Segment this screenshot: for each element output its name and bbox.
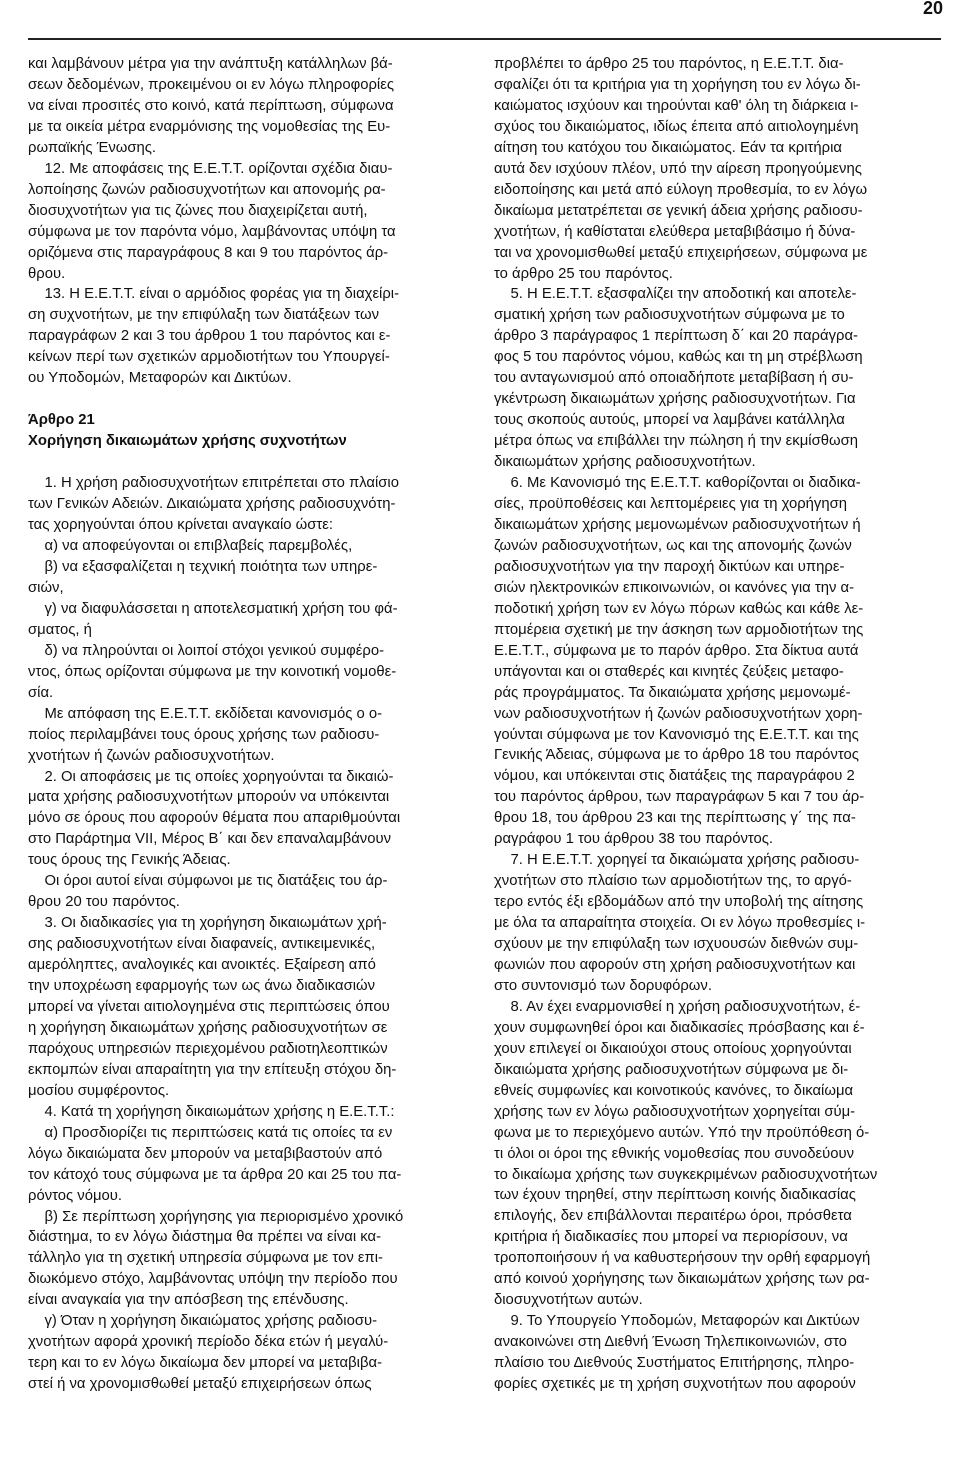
left-column-text-after (28, 473, 475, 1395)
text-line: καιώματος ισχύουν και τηρούνται καθ' όλη τη διάρκεια ι- (494, 97, 859, 114)
text-line: 8. Αν έχει εναρμονισθεί η χρήση ραδιοσυχνοτήτων, έ- (494, 998, 861, 1015)
text-line: προβλέπει το άρθρο 25 του παρόντος, η Ε.Ε.Τ.Τ. δια- (494, 56, 844, 72)
text-line: το δικαίωμα χρήσης των συγκεκριμένων ραδιοσυχνοτήτων (494, 1166, 878, 1183)
text-line: αυτά δεν ισχύουν πλέον, υπό την αίρεση προηγούμενης (494, 160, 862, 177)
text-line: το άρθρο 25 του παρόντος. (494, 265, 673, 282)
text-line: 13. Η Ε.Ε.Τ.Τ. είναι ο αρμόδιος φορέας για τη διαχείρι- (28, 286, 400, 303)
text-line: ειδοποίησης και μετά από εύλογη προθεσμία, το εν λόγω (494, 181, 868, 198)
text-line: σχύος του δικαιώματος, ιδίως έπειτα από αιτιολογημένη (494, 118, 859, 135)
text-line: φωνα με το περιεχόμενο αυτών. Υπό την προϋπόθεση ό- (494, 1124, 870, 1141)
text-line: τας χορηγούνται όπου κρίνεται αναγκαίο ώστε: (28, 517, 334, 534)
text-line: μόνο σε όρους που αφορούν θέματα που απαριθμούνται (28, 810, 401, 827)
text-line: Με απόφαση της Ε.Ε.Τ.Τ. εκδίδεται κανονισμός ο ο- (28, 705, 383, 722)
text-line: σία. (28, 684, 54, 701)
text-line: χουν συμφωνηθεί όροι και διαδικασίες πρόσβασης και έ- (494, 1019, 865, 1036)
text-line: εκπομπών είναι απαραίτητη για την επίτευξη στόχου δη- (28, 1061, 397, 1078)
text-line: φος 5 του παρόντος νόμου, καθώς και τη μη στρέβλωση (494, 349, 863, 366)
text-line: ραγράφου 1 του άρθρου 38 του παρόντος. (494, 831, 774, 848)
text-line: κείνων περί των σχετικών αρμοδιοτήτων του Υπουργεί- (28, 349, 390, 366)
text-line: 7. Η Ε.Ε.Τ.Τ. χορηγεί τα δικαιώματα χρήσης ραδιοσυ- (494, 852, 860, 869)
text-line: ρόντος νόμου. (28, 1187, 123, 1204)
text-line: 2. Οι αποφάσεις με τις οποίες χορηγούνται τα δικαιώ- (28, 768, 394, 785)
text-line: διωκόμενο στόχο, λαμβάνοντας υπόψη την περίοδο που (28, 1271, 398, 1288)
text-line: χνοτήτων ή ζωνών ραδιοσυχνοτήτων. (28, 747, 275, 764)
text-line: σματική χρήση των ραδιοσυχνοτήτων σύμφωνα με το (494, 307, 845, 324)
spacer (28, 452, 475, 473)
text-line: χνοτήτων αφορά χρονική περίοδο δέκα ετών ή μεγαλύ- (28, 1334, 389, 1351)
text-line: η χορήγηση δικαιωμάτων χρήσης ραδιοσυχνοτήτων σε (28, 1019, 388, 1036)
text-line: 3. Οι διαδικασίες για τη χορήγηση δικαιωμάτων χρή- (28, 915, 387, 932)
text-line: ρωπαϊκής Ένωσης. (28, 139, 157, 156)
text-line: σιών, (28, 579, 64, 596)
text-line: τους σκοπούς αυτούς, μπορεί να λαμβάνει κατάλληλα (494, 412, 845, 429)
text-line: δ) να πληρούνται οι λοιποί στόχοι γενικού συμφέρο- (28, 642, 385, 659)
text-line: τερο εντός έξι εβδομάδων από την υποβολή της αίτησης (494, 894, 864, 911)
text-line: 6. Με Κανονισμό της Ε.Ε.Τ.Τ. καθορίζονται οι διαδικα- (494, 475, 861, 492)
text-line: διάστημα, το εν λόγω διάστημα θα πρέπει να είναι κα- (28, 1229, 382, 1246)
text-line: Ε.Ε.Τ.Τ., σύμφωνα με το παρόν άρθρο. Στα δίκτυα αυτά (494, 642, 859, 659)
text-line: εθνείς συμφωνίες και κοινοτικούς κανόνες, το δικαίωμα (494, 1082, 854, 1099)
spacer (28, 389, 475, 410)
text-line: τερη και το εν λόγω δικαίωμα δεν μπορεί να μεταβιβα- (28, 1355, 383, 1372)
text-line: Γενικής Άδειας, σύμφωνα με το άρθρο 18 του παρόντος (494, 747, 859, 764)
text-line: 4. Κατά τη χορήγηση δικαιωμάτων χρήσης η Ε.Ε.Τ.Τ.: (28, 1103, 395, 1120)
text-line: ράς προγράμματος. Τα δικαιώματα χρήσης μεμονωμέ- (494, 684, 851, 701)
text-line: χρήσης των εν λόγω ραδιοσυχνοτήτων χορηγείται σύμ- (494, 1103, 856, 1120)
text-line: στεί ή να χρονομισθωθεί μεταξύ επιχειρήσεων όπως (28, 1376, 372, 1393)
text-line: τον κάτοχό τους σύμφωνα με τα άρθρα 20 και 25 του πα- (28, 1166, 402, 1183)
text-line: σης ραδιοσυχνοτήτων είναι διαφανείς, αντικειμενικές, (28, 936, 376, 953)
text-line: β) Σε περίπτωση χορήγησης για περιορισμένο χρονικό (28, 1208, 404, 1225)
text-line: υπάγονται και οι σταθερές και κινητές ζεύξεις μεταφο- (494, 663, 844, 680)
text-line: γ) Όταν η χορήγηση δικαιώματος χρήσης ραδιοσυ- (28, 1313, 378, 1330)
text-line: ου Υποδομών, Μεταφορών και Δικτύων. (28, 370, 292, 387)
text-line: θρου 18, του άρθρου 23 και της περίπτωσης γ΄ της πα- (494, 810, 856, 827)
text-line: νων ραδιοσυχνοτήτων ή ζωνών ραδιοσυχνοτήτων χορη- (494, 705, 863, 722)
text-line: οριζόμενα στις παραγράφους 8 και 9 του παρόντος άρ- (28, 244, 389, 261)
left-column-text-before (28, 54, 475, 389)
text-line: των Γενικών Αδειών. Δικαιώματα χρήσης ραδιοσυχνότη- (28, 496, 396, 513)
article-title: Χορήγηση δικαιωμάτων χρήσης συχνοτήτων (28, 433, 347, 450)
right-column (494, 54, 941, 1395)
text-line: από κοινού χορήγησης των δικαιωμάτων χρήσης των ρα- (494, 1271, 870, 1288)
text-line: α) να αποφεύγονται οι επιβλαβείς παρεμβολές, (28, 538, 353, 555)
text-line: νόμου, και υπόκεινται στις διατάξεις της παραγράφου 2 (494, 768, 855, 785)
text-line: θρου 20 του παρόντος. (28, 894, 180, 911)
right-column-text (494, 54, 941, 1395)
text-line: γ) να διαφυλάσσεται η αποτελεσματική χρήση του φά- (28, 600, 398, 617)
text-line: αμερόληπτες, αναλογικές και ανοικτές. Εξαίρεση από (28, 957, 376, 974)
text-line: σιών ηλεκτρονικών επικοινωνιών, οι κανόνες για την α- (494, 579, 855, 596)
text-line: μπορεί να γίνεται αιτιολογημένα στις περιπτώσεις όπου (28, 998, 390, 1015)
text-line: β) να εξασφαλίζεται η τεχνική ποιότητα των υπηρε- (28, 558, 378, 575)
text-line: λόγω δικαιώματα δεν μπορούν να μεταβιβαστούν από (28, 1145, 383, 1162)
text-line: φορίες σχετικές με τη χρήση συχνοτήτων που αφορούν (494, 1376, 856, 1393)
text-line: των έχουν τηρηθεί, στην περίπτωση κοινής διαδικασίας (494, 1187, 856, 1204)
text-line: σματος, ή (28, 621, 92, 638)
text-line: θρου. (28, 265, 66, 282)
text-line: μέτρα όπως να επιβάλλει την πώληση ή την εκμίσθωση (494, 433, 858, 450)
text-line: σίες, προϋποθέσεις και λεπτομέρειες για τη χορήγηση (494, 496, 848, 513)
text-line: στο συντονισμό των δορυφόρων. (494, 977, 712, 994)
text-line: δικαίωμα μετατρέπεται σε γενική άδεια χρήσης ραδιοσυ- (494, 202, 863, 219)
text-line: διοσυχνοτήτων αυτών. (494, 1292, 643, 1309)
text-line: ποδοτική χρήση των εν λόγω πόρων καθώς και κάθε λε- (494, 600, 864, 617)
text-line: λοποίησης ζωνών ραδιοσυχνοτήτων και απονομής ρα- (28, 181, 386, 198)
text-line: δικαιωμάτων χρήσης μεμονωμένων ραδιοσυχνοτήτων ή (494, 516, 861, 533)
text-line: δικαιώματα χρήσης ραδιοσυχνοτήτων σύμφωνα με δι- (494, 1061, 849, 1078)
text-line: Οι όροι αυτοί είναι σύμφωνοι με τις διατάξεις του άρ- (28, 873, 388, 890)
text-line: γκέντρωση δικαιωμάτων χρήσης ραδιοσυχνοτήτων. Για (494, 391, 856, 408)
text-line: χνοτήτων στο πλαίσιο των αρμοδιοτήτων της, το αργό- (494, 873, 852, 890)
text-line: με όλα τα απαραίτητα στοιχεία. Οι εν λόγω προθεσμίες ι- (494, 915, 866, 932)
text-line: 12. Με αποφάσεις της Ε.Ε.Τ.Τ. ορίζονται σχέδια διαυ- (28, 160, 393, 177)
text-line: φωνιών που αφορούν στη χρήση ραδιοσυχνοτήτων και (494, 956, 856, 973)
text-line: επιλογής, δεν επιβάλλονται περαιτέρω όροι, πρόσθετα (494, 1208, 852, 1225)
text-line: τάλληλο για τη σχετική υπηρεσία σύμφωνα με τον επι- (28, 1250, 383, 1267)
text-line: ση συχνοτήτων, με την επιφύλαξη των διατάξεων των (28, 307, 380, 324)
text-line: 1. Η χρήση ραδιοσυχνοτήτων επιτρέπεται στο πλαίσιο (28, 475, 399, 492)
text-line: τροποποιήσουν ή να καθυστερήσουν την ορθή εφαρμογή (494, 1250, 871, 1267)
text-line: τι όλοι οι όροι της εθνικής νομοθεσίας που συνοδεύουν (494, 1145, 855, 1162)
text-line: ραδιοσυχνοτήτων για την παροχή δικτύων και υπηρε- (494, 558, 845, 575)
text-line: την υποχρέωση εφαρμογής των ως άνω διαδικασιών (28, 978, 376, 995)
text-line: α) Προσδιορίζει τις περιπτώσεις κατά τις οποίες τα εν (28, 1124, 393, 1141)
text-line: σύμφωνα με τον παρόντα νόμο, λαμβάνοντας υπόψη τα (28, 223, 396, 240)
text-line: αίτηση του κατόχου του δικαιώματος. Εάν τα κριτήρια (494, 139, 842, 156)
text-line: χουν επιλεγεί οι δικαιούχοι στους οποίους χορηγούνται (494, 1040, 852, 1057)
text-line: κριτήρια ή διαδικασίες που μπορεί να περιορίσουν, να (494, 1229, 848, 1246)
text-line: ποίος περιλαμβάνει τους όρους χρήσης των ραδιοσυ- (28, 726, 380, 743)
text-line: είναι αναγκαία για την απόσβεση της επένδυσης. (28, 1292, 349, 1309)
text-line: μοσίου συμφέροντος. (28, 1082, 170, 1099)
text-line: ται να χρονομισθωθεί μεταξύ επιχειρήσεων, σύμφωνα με (494, 244, 868, 261)
left-column (28, 54, 475, 1395)
text-line: 9. Το Υπουργείο Υποδομών, Μεταφορών και Δικτύων (494, 1313, 860, 1330)
text-line: γούνται σύμφωνα με τον Κανονισμό της Ε.Ε.Τ.Τ. και της (494, 726, 859, 743)
page-number: 20 (922, 0, 943, 18)
text-line: διοσυχνοτήτων για τις ζώνες που διαχειρίζεται αυτή, (28, 202, 368, 219)
text-line: στο Παράρτημα VII, Μέρος Β΄ και δεν επαναλαμβάνουν (28, 831, 392, 848)
text-line: άρθρο 3 παράγραφος 1 περίπτωση δ΄ και 20 παράγρα- (494, 328, 858, 345)
text-line: πλαίσιο του Διεθνούς Συστήματος Επιτήρησης, πληρο- (494, 1355, 855, 1372)
text-line: του ανταγωνισμού από οποιαδήποτε μεταβίβαση ή συ- (494, 370, 854, 387)
text-line: τους όρους της Γενικής Άδειας. (28, 852, 231, 869)
text-line: παρόχους υπηρεσιών περιεχομένου ραδιοτηλεοπτικών (28, 1040, 388, 1057)
text-line: και λαμβάνουν μέτρα για την ανάπτυξη κατάλληλων βά- (28, 56, 393, 72)
text-line: σχύουν με την επιφύλαξη των ισχυουσών διεθνών συμ- (494, 936, 859, 953)
article-number: Άρθρο 21 (28, 412, 95, 429)
text-line: ζωνών ραδιοσυχνοτήτων, ως και της απονομής ζωνών (494, 537, 852, 554)
text-line: ματα χρήσης ραδιοσυχνοτήτων μπορούν να υπόκεινται (28, 789, 390, 806)
text-line: σφαλίζει ότι τα κριτήρια για τη χορήγηση του εν λόγω δι- (494, 76, 861, 93)
text-line: δικαιωμάτων χρήσης ραδιοσυχνοτήτων. (494, 454, 756, 471)
text-line: 5. Η Ε.Ε.Τ.Τ. εξασφαλίζει την αποδοτική και αποτελε- (494, 286, 857, 303)
text-line: χνοτήτων, ή καθίσταται ελεύθερα μεταβιβάσιμο ή δύνα- (494, 223, 856, 240)
text-line: με τα οικεία μέτρα εναρμόνισης της νομοθεσίας της Ευ- (28, 118, 391, 135)
text-line: πτομέρεια σχετική με την άσκηση των αρμοδιοτήτων της (494, 621, 864, 638)
text-line: ανακοινώνει στη Διεθνή Ένωση Τηλεπικοινωνιών, στο (494, 1334, 847, 1351)
text-line: παραγράφων 2 και 3 του άρθρου 1 του παρόντος και ε- (28, 328, 391, 345)
text-line: σεων δεδομένων, προκειμένου οι εν λόγω πληροφορίες (28, 76, 394, 93)
text-line: να είναι προσιτές στο κοινό, κατά περίπτωση, σύμφωνα (28, 97, 394, 114)
header-rule (28, 38, 941, 40)
text-line: του παρόντος άρθρου, των παραγράφων 5 και 7 του άρ- (494, 789, 865, 806)
text-line: ντος, όπως ορίζονται σύμφωνα με την κοινοτική νομοθε- (28, 663, 397, 680)
